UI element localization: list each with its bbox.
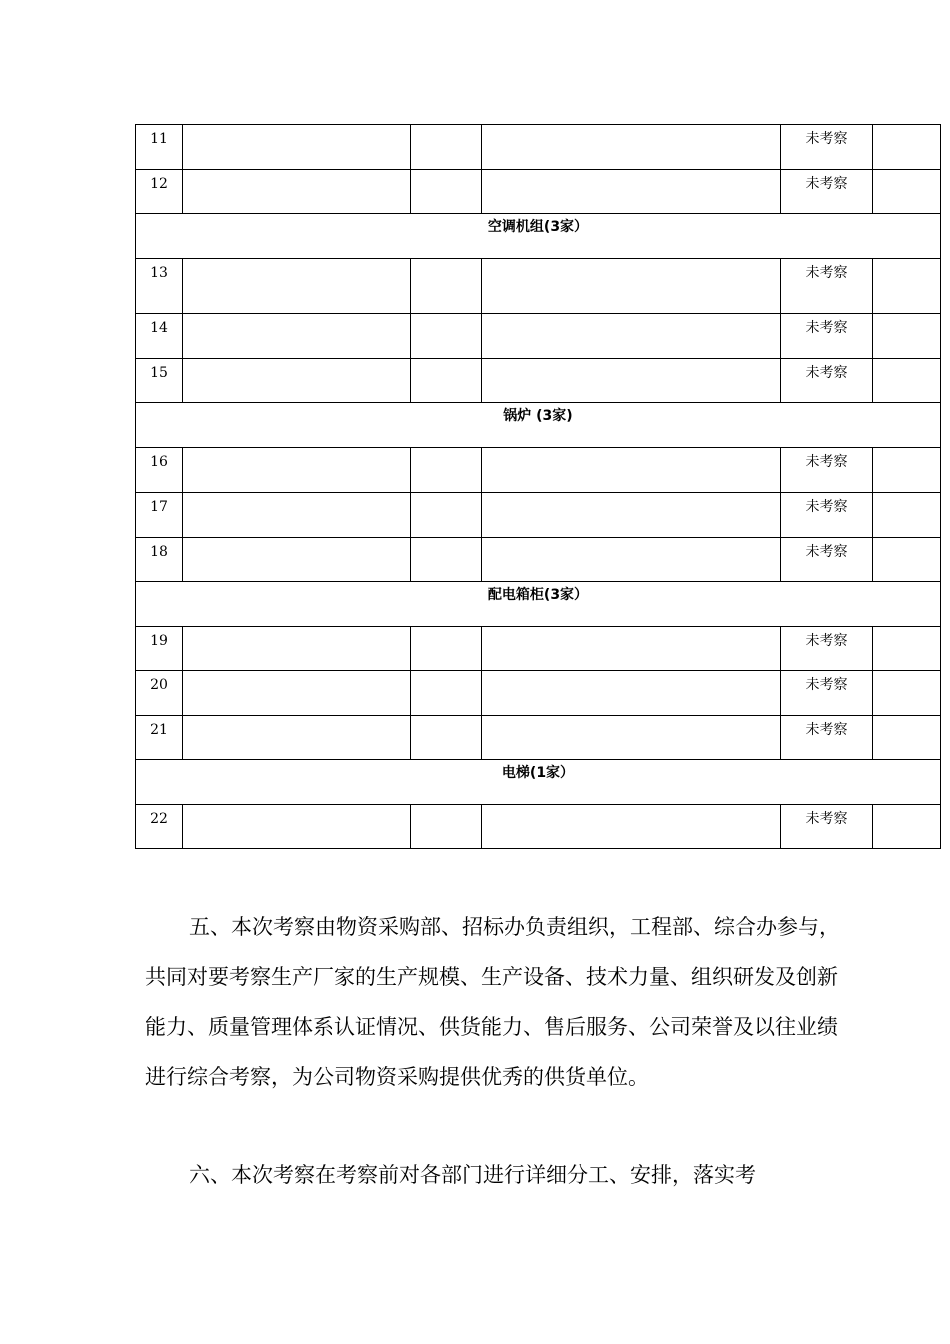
supplier-name-cell — [183, 170, 411, 214]
address-cell — [482, 314, 781, 359]
category-row — [136, 760, 941, 805]
status-cell: 未考察 — [781, 538, 873, 582]
contact-cell — [411, 538, 482, 582]
address-cell — [482, 170, 781, 214]
contact-cell — [411, 493, 482, 538]
address-cell — [482, 125, 781, 170]
address-cell — [482, 259, 781, 314]
status-cell: 未考察 — [781, 314, 873, 359]
remarks-cell — [873, 627, 941, 671]
row-number: 17 — [136, 493, 183, 538]
contact-cell — [411, 125, 482, 170]
status-cell: 未考察 — [781, 259, 873, 314]
supplier-name-cell — [183, 627, 411, 671]
supplier-name-cell — [183, 314, 411, 359]
address-cell — [482, 448, 781, 493]
supplier-name-cell — [183, 716, 411, 760]
table-row — [136, 170, 941, 214]
remarks-cell — [873, 538, 941, 582]
contact-cell — [411, 448, 482, 493]
row-number: 22 — [136, 805, 183, 849]
contact-cell — [411, 259, 482, 314]
row-number: 12 — [136, 170, 183, 214]
address-cell — [482, 671, 781, 716]
status-cell: 未考察 — [781, 359, 873, 403]
row-number: 15 — [136, 359, 183, 403]
status-cell: 未考察 — [781, 627, 873, 671]
table-row — [136, 538, 941, 582]
table-row — [136, 314, 941, 359]
contact-cell — [411, 314, 482, 359]
contact-cell — [411, 170, 482, 214]
contact-cell — [411, 671, 482, 716]
status-cell: 未考察 — [781, 716, 873, 760]
status-cell: 未考察 — [781, 125, 873, 170]
contact-cell — [411, 359, 482, 403]
status-cell: 未考察 — [781, 493, 873, 538]
address-cell — [482, 805, 781, 849]
supplier-name-cell — [183, 259, 411, 314]
row-number: 13 — [136, 259, 183, 314]
supplier-name-cell — [183, 125, 411, 170]
supplier-name-cell — [183, 448, 411, 493]
address-cell — [482, 493, 781, 538]
table-row — [136, 627, 941, 671]
row-number: 11 — [136, 125, 183, 170]
contact-cell — [411, 627, 482, 671]
paragraph-5: 五、本次考察由物资采购部、招标办负责组织，工程部、综合办参与，共同对要考察生产厂家的生产规模、生产设备、技术力量、组织研发及创新能力、质量管理体系认证情况、供货能力、售后服务、公司荣誉及以往业绩进行综合考察，为公司物资采购提供优秀的供货单位。 — [145, 915, 840, 1089]
table-body — [136, 125, 941, 849]
status-cell: 未考察 — [781, 671, 873, 716]
remarks-cell — [873, 359, 941, 403]
address-cell — [482, 716, 781, 760]
status-cell: 未考察 — [781, 448, 873, 493]
table-row — [136, 359, 941, 403]
row-number: 21 — [136, 716, 183, 760]
contact-cell — [411, 805, 482, 849]
address-cell — [482, 627, 781, 671]
table-row — [136, 805, 941, 849]
supplier-survey-table — [135, 124, 941, 849]
contact-cell — [411, 716, 482, 760]
supplier-name-cell — [183, 538, 411, 582]
remarks-cell — [873, 805, 941, 849]
status-cell: 未考察 — [781, 170, 873, 214]
supplier-name-cell — [183, 493, 411, 538]
table-row — [136, 716, 941, 760]
table-row — [136, 493, 941, 538]
row-number: 18 — [136, 538, 183, 582]
remarks-cell — [873, 259, 941, 314]
supplier-name-cell — [183, 805, 411, 849]
remarks-cell — [873, 493, 941, 538]
row-number: 14 — [136, 314, 183, 359]
row-number: 16 — [136, 448, 183, 493]
supplier-name-cell — [183, 671, 411, 716]
remarks-cell — [873, 448, 941, 493]
table-row — [136, 259, 941, 314]
category-label: 配电箱柜(3家） — [136, 582, 941, 627]
category-row — [136, 403, 941, 448]
table-row — [136, 125, 941, 170]
category-label: 锅炉 (3家) — [136, 403, 941, 448]
row-number: 19 — [136, 627, 183, 671]
remarks-cell — [873, 671, 941, 716]
row-number: 20 — [136, 671, 183, 716]
table-row — [136, 448, 941, 493]
category-row — [136, 582, 941, 627]
category-label: 电梯(1家） — [136, 760, 941, 805]
paragraph-6: 六、本次考察在考察前对各部门进行详细分工、安排，落实考 — [189, 1163, 756, 1187]
remarks-cell — [873, 314, 941, 359]
remarks-cell — [873, 170, 941, 214]
table-row — [136, 671, 941, 716]
category-row — [136, 214, 941, 259]
remarks-cell — [873, 125, 941, 170]
supplier-name-cell — [183, 359, 411, 403]
address-cell — [482, 359, 781, 403]
address-cell — [482, 538, 781, 582]
remarks-cell — [873, 716, 941, 760]
category-label: 空调机组(3家） — [136, 214, 941, 259]
status-cell: 未考察 — [781, 805, 873, 849]
